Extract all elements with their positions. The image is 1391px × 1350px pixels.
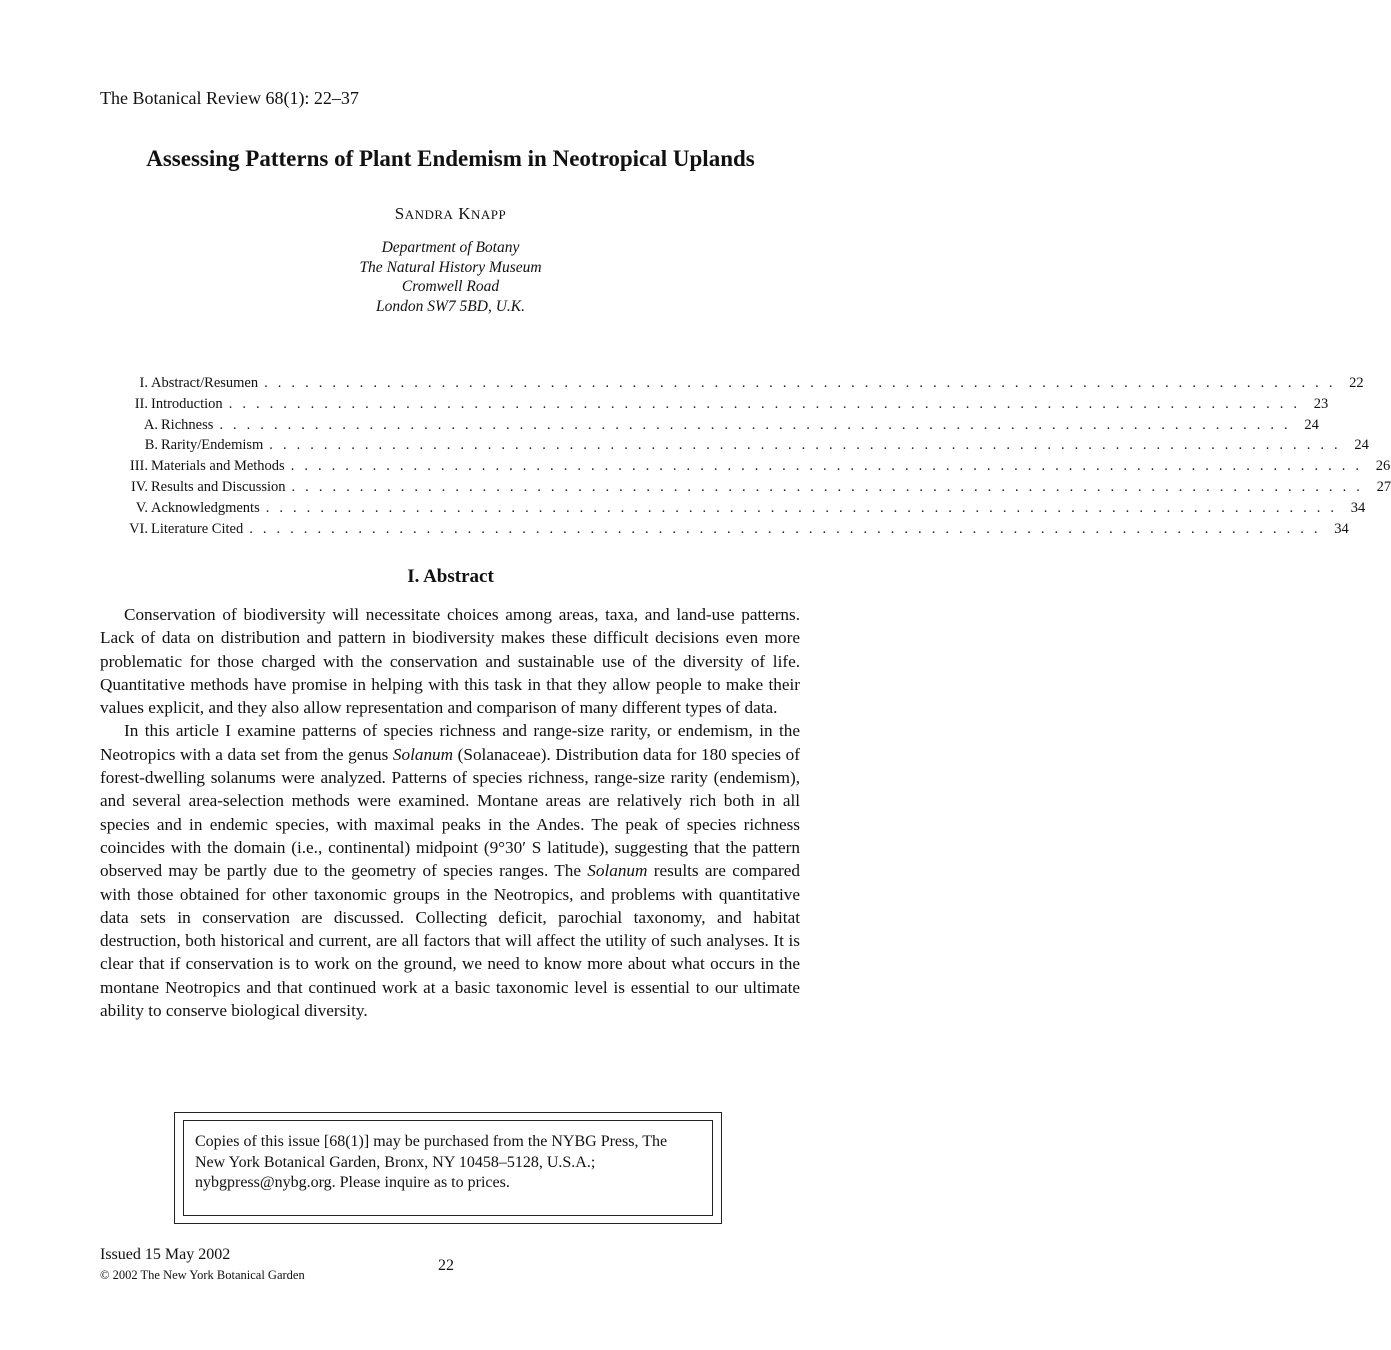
toc-entry (100, 499, 1366, 521)
toc-leader: . . . . . . . . . . . . . . . . . . . . . . . . . . . . . . . . . . . . . . . . . . . . . . . . . . . . . . . . . . . . . . . . . . . . . . . . . . . . . . . (265, 499, 1338, 516)
toc-page: 23 (1313, 395, 1329, 412)
author-initial-2: K (458, 204, 471, 223)
abstract-text: In this article I examine patterns of species richness and range-size rarity, or endemism, in the Neotropics with a data set from the genus (100, 721, 800, 764)
toc-page: 34 (1334, 520, 1349, 537)
journal-reference: The Botanical Review 68(1): 22–37 (100, 88, 359, 108)
affiliation-line: Cromwell Road (401, 278, 500, 295)
toc-page: 22 (1349, 375, 1364, 391)
toc-number: IV. (130, 478, 148, 495)
toc-label: Richness (161, 416, 214, 433)
abstract-text: (Solanaceae). Distribution data for 180 species of forest-dwelling solanums were analyzed. Patterns of species richness, range-size rarity (endemism), and several area-selection methods were examined. Montane areas are relatively rich both in all species and in endemic species, with maximal peaks in the Andes. The peak of species richness coincides with the domain (i.e., continental) midpoint (9°30′ S latitude), suggesting that the pattern observed may be partly due to the geometry of species ranges. The (100, 744, 800, 881)
affiliation-line: London SW7 5BD, U.K. (376, 297, 525, 315)
toc-label: Acknowledgments (151, 499, 260, 516)
toc-entry (100, 375, 1364, 396)
article-title: Assessing Patterns of Plant Endemism in Neotropical Uplands (146, 146, 755, 171)
toc-leader: . . . . . . . . . . . . . . . . . . . . . . . . . . . . . . . . . . . . . . . . . . . . . . . . . . . . . . . . . . . . . . . . . . . . . . . . . . . . . . . (264, 375, 1336, 391)
author-initial-1: S (394, 204, 405, 223)
toc-number: III. (129, 458, 148, 475)
affiliation-line: The Natural History Museum (359, 258, 542, 276)
abstract-paragraph-1: Conservation of biodiversity will necessitate choices among areas, taxa, and land-use patterns. Lack of data on distribution and pattern in biodiversity makes these difficult decisions even more problematic for those charged with the conservation and sustainable use of the diversity of life. Quantitative methods have promise in helping with this task in that they allow people to make their values explicit, and they also allow representation and comparison of many different types of data. (100, 605, 800, 718)
abstract-paragraph-2 (100, 719, 800, 1022)
toc-page: 34 (1350, 499, 1366, 516)
toc-label: Abstract/Resumen (151, 375, 259, 391)
affiliation-line: Department of Botany (381, 239, 520, 256)
toc-entry (100, 395, 1329, 417)
toc-leader: . . . . . . . . . . . . . . . . . . . . . . . . . . . . . . . . . . . . . . . . . . . . . . . . . . . . . . . . . . . . . . . . . . . . . . . . . . . . . . . (269, 437, 1341, 454)
toc-label: Rarity/Endemism (161, 437, 264, 454)
toc-leader: . . . . . . . . . . . . . . . . . . . . . . . . . . . . . . . . . . . . . . . . . . . . . . . . . . . . . . . . . . . . . . . . . . . . . . . . . . . . . . . (219, 416, 1291, 433)
issue-date: Issued 15 May 2002 (100, 1246, 231, 1263)
toc-page: 24 (1304, 416, 1319, 433)
author-rest-2: NAPP (470, 207, 507, 222)
toc-leader: . . . . . . . . . . . . . . . . . . . . . . . . . . . . . . . . . . . . . . . . . . . . . . . . . . . . . . . . . . . . . . . . . . . . . . . . . . . . . . . (291, 478, 1364, 495)
toc-entry (100, 458, 1391, 479)
toc-page: 26 (1375, 458, 1391, 475)
toc-number: V. (135, 499, 148, 516)
purchase-notice-text: Copies of this issue [68(1)] may be purchased from the NYBG Press, The New York Botanical Garden, Bronx, NY 10458–5128, U.S.A.; nybgpress@nybg.org. Please inquire as to prices. (195, 1133, 668, 1191)
toc-number: VI. (129, 520, 148, 537)
toc-label: Materials and Methods (151, 458, 285, 475)
table-of-contents (100, 375, 1391, 541)
toc-leader: . . . . . . . . . . . . . . . . . . . . . . . . . . . . . . . . . . . . . . . . . . . . . . . . . . . . . . . . . . . . . . . . . . . . . . . . . . . . . . . (249, 520, 1321, 537)
abstract-text: results are compared with those obtained for other taxonomic groups in the Neotropics, and problems with quantitative data sets in conservation are discussed. Collecting deficit, parochial taxonomy, and habitat destruction, both historical and current, are all factors that will affect the utility of such analyses. It is clear that if conservation is to work on the ground, we need to know more about what occurs in the montane Neotropics and that continued work at a basic taxonomic level is essential to our ultimate ability to conserve biological diversity. (100, 861, 800, 1021)
toc-label: Introduction (151, 395, 223, 412)
toc-entry (100, 478, 1391, 500)
toc-entry (100, 520, 1349, 542)
toc-label: Results and Discussion (151, 478, 286, 495)
author-name (0, 204, 901, 224)
genus-name: Solanum (587, 861, 648, 881)
author-affiliation (0, 238, 901, 316)
section-heading-abstract: I. Abstract (407, 566, 494, 587)
purchase-notice-box (174, 1112, 722, 1224)
page-number: 22 (438, 1257, 454, 1274)
toc-number: B. (144, 437, 158, 454)
abstract-body (100, 603, 800, 1022)
toc-number: I. (139, 375, 148, 391)
toc-leader: . . . . . . . . . . . . . . . . . . . . . . . . . . . . . . . . . . . . . . . . . . . . . . . . . . . . . . . . . . . . . . . . . . . . . . . . . . . . . . . (290, 458, 1363, 475)
toc-number: A. (143, 416, 158, 433)
toc-entry (100, 416, 1319, 438)
toc-label: Literature Cited (151, 520, 244, 537)
toc-page: 24 (1354, 437, 1369, 454)
toc-page: 27 (1376, 478, 1391, 495)
genus-name: Solanum (392, 744, 454, 764)
toc-entry (100, 437, 1369, 458)
toc-leader: . . . . . . . . . . . . . . . . . . . . . . . . . . . . . . . . . . . . . . . . . . . . . . . . . . . . . . . . . . . . . . . . . . . . . . . . . . . . . . . (228, 395, 1301, 412)
copyright-notice: © 2002 The New York Botanical Garden (100, 1268, 305, 1282)
toc-number: II. (134, 395, 148, 412)
author-rest-1: ANDRA (404, 207, 454, 222)
